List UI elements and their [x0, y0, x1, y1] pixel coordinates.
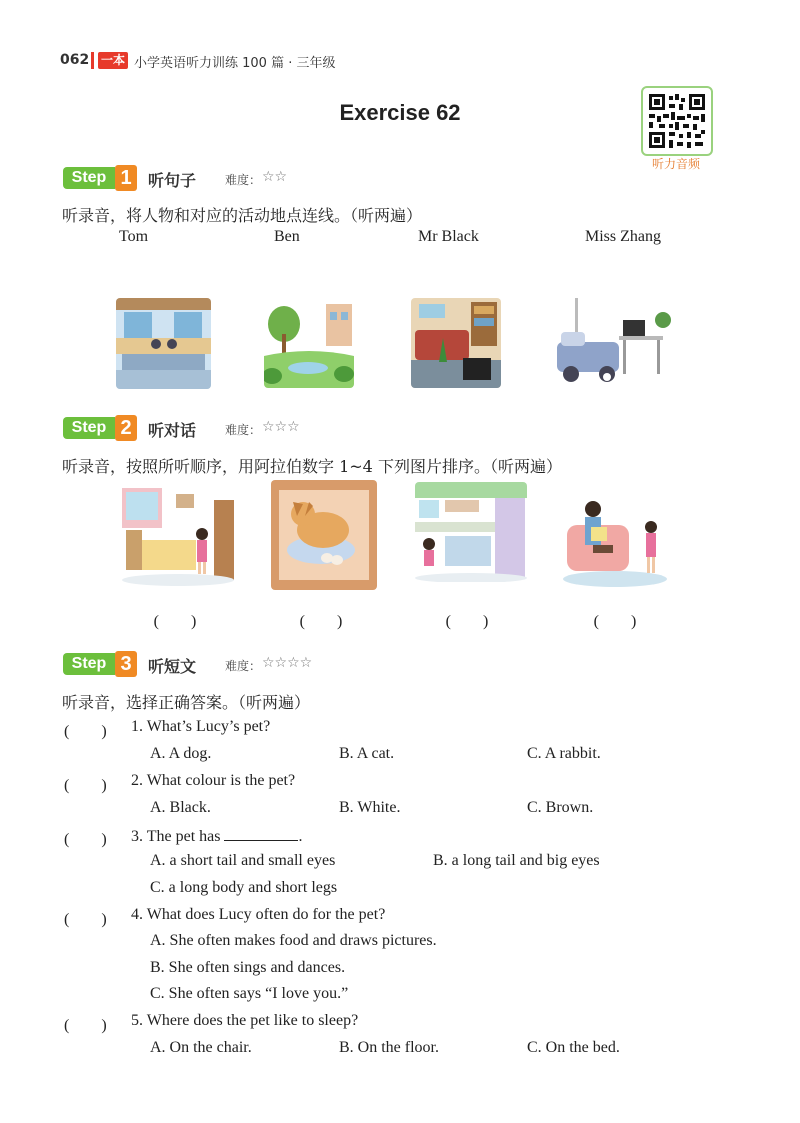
qr-label: 听力音频 — [651, 157, 700, 171]
brand-logo: 一本 — [98, 52, 128, 69]
order-blank-4[interactable]: ( ) — [593, 613, 637, 630]
park-image — [264, 298, 354, 388]
q5-option-c: C. On the bed. — [527, 1039, 620, 1056]
page-number: 062 — [60, 52, 90, 68]
question-2: 2. What colour is the pet? — [131, 772, 296, 789]
step2-word: Step — [63, 417, 115, 439]
step1-name: 听句子 — [148, 171, 197, 190]
order-blank-2[interactable]: ( ) — [299, 613, 343, 630]
step2-number: 2 — [115, 415, 137, 441]
q5-option-a: A. On the chair. — [150, 1039, 252, 1056]
question-3-text: 3. The pet has — [131, 828, 221, 845]
q4-option-b: B. She often sings and dances. — [150, 959, 346, 976]
step3-name: 听短文 — [148, 657, 197, 676]
q2-option-b: B. White. — [339, 799, 401, 816]
answer-blank-4[interactable]: ( ) — [64, 911, 107, 928]
q2-option-a: A. Black. — [150, 799, 211, 816]
step1-difficulty-label: 难度： — [225, 173, 262, 187]
step3-badge — [63, 651, 137, 677]
step1-instruction: 听录音，将人物和对应的活动地点连线。（听两遍） — [62, 206, 423, 225]
step1-stars: ☆☆ — [262, 169, 288, 185]
qr-code[interactable] — [641, 86, 713, 156]
q1-option-a: A. A dog. — [150, 745, 212, 762]
q1-option-c: C. A rabbit. — [527, 745, 601, 762]
step3-stars: ☆☆☆☆ — [262, 655, 313, 671]
step2-name: 听对话 — [148, 421, 197, 440]
question-3: 3. The pet has . — [131, 828, 303, 845]
exercise-title: Exercise 62 — [339, 100, 461, 125]
order-blank-1[interactable]: ( ) — [153, 613, 197, 630]
q3-option-c: C. a long body and short legs — [150, 879, 338, 896]
book-title: 小学英语听力训练 100 篇 · 三年级 — [134, 56, 336, 71]
q2-option-c: C. Brown. — [527, 799, 594, 816]
answer-blank-1[interactable]: ( ) — [64, 723, 107, 740]
answer-blank-5[interactable]: ( ) — [64, 1017, 107, 1034]
step2-badge — [63, 415, 137, 441]
step2-stars: ☆☆☆ — [262, 419, 300, 435]
qr-code-icon — [645, 90, 709, 152]
step2-instruction: 听录音，按照所听顺序，用阿拉伯数字 1~4 下列图片排序。（听两遍） — [62, 457, 562, 476]
question-1: 1. What’s Lucy’s pet? — [131, 718, 271, 735]
living-room-image — [411, 298, 501, 388]
q1-option-b: B. A cat. — [339, 745, 395, 762]
person-name-tom: Tom — [119, 228, 149, 245]
answer-blank-3[interactable]: ( ) — [64, 831, 107, 848]
step3-word: Step — [63, 653, 115, 675]
step1-badge — [63, 165, 137, 191]
q5-option-b: B. On the floor. — [339, 1039, 439, 1056]
kitchen-image — [116, 298, 211, 389]
step1-word: Step — [63, 167, 115, 189]
q4-option-a: A. She often makes food and draws pictures. — [150, 932, 437, 949]
q3-option-a: A. a short tail and small eyes — [150, 852, 336, 869]
bedroom-girl-image — [122, 484, 234, 586]
question-3-fill-blank — [224, 826, 298, 841]
dog-basket-image — [271, 480, 377, 590]
step1-number: 1 — [115, 165, 137, 191]
bedroom-desk-image — [557, 298, 677, 385]
person-name-miss-zhang: Miss Zhang — [585, 228, 661, 245]
person-name-ben: Ben — [274, 228, 300, 245]
order-blank-3[interactable]: ( ) — [445, 613, 489, 630]
step3-instruction: 听录音，选择正确答案。（听两遍） — [62, 693, 311, 712]
question-5: 5. Where does the pet like to sleep? — [131, 1012, 359, 1029]
step2-difficulty-label: 难度： — [225, 423, 262, 437]
living-room-dad-image — [563, 497, 673, 587]
header-divider — [91, 52, 94, 69]
step3-difficulty-label: 难度： — [225, 659, 262, 673]
person-name-mr-black: Mr Black — [418, 228, 479, 245]
q4-option-c: C. She often says “I love you.” — [150, 985, 349, 1002]
step3-number: 3 — [115, 651, 137, 677]
kitchen-girl-image — [415, 482, 527, 582]
answer-blank-2[interactable]: ( ) — [64, 777, 107, 794]
q3-option-b: B. a long tail and big eyes — [433, 852, 600, 869]
question-4: 4. What does Lucy often do for the pet? — [131, 906, 386, 923]
